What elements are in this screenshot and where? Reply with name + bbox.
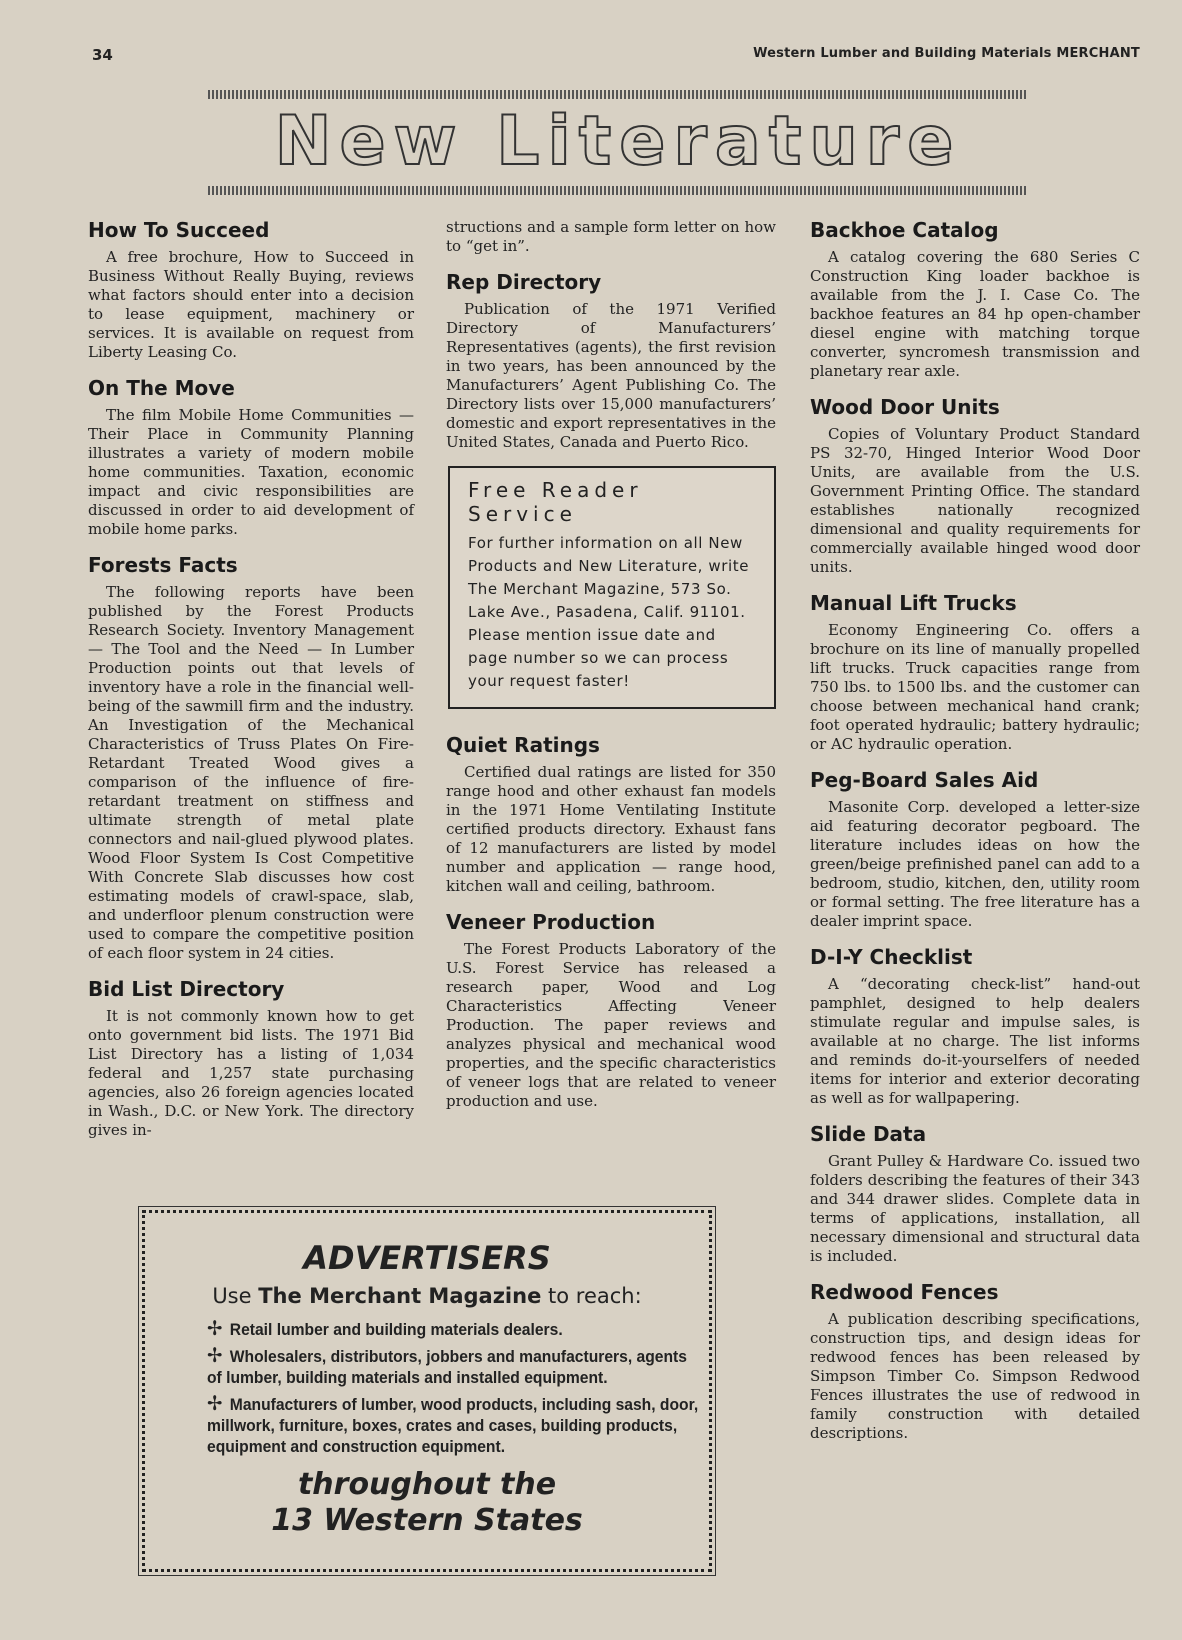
article-body: Copies of Voluntary Product Standard PS 32-70, Hinged Interior Wood Door Units, are available from the U.S. Government Printing Office. The standard establishes nationally recognized dimensional and quality requirements for commercially available hinged wood door units. [810, 425, 1140, 576]
list-item-text: Retail lumber and building materials dealers. [229, 1320, 563, 1339]
section-banner: New Literature [274, 102, 962, 181]
article-body: Economy Engineering Co. offers a brochure on its line of manually propelled lift trucks. Truck capacities range from 750 lbs. to 1500 lbs. and the customer can choose between mechanical hand crank; foot operated hydraulic; battery hydraulic; or AC hydraulic operation. [810, 621, 1140, 753]
article-title: Redwood Fences [810, 1280, 999, 1304]
article-title: Veneer Production [446, 910, 656, 934]
article-title: Forests Facts [88, 553, 238, 577]
star-icon: ✢ [207, 1345, 223, 1367]
page-number: 34 [92, 46, 113, 64]
article-title: Wood Door Units [810, 395, 1000, 419]
article-forests-facts [88, 553, 414, 963]
article-body: structions and a sample form letter on how to “get in”. [446, 218, 776, 255]
advertisers-subtitle [145, 1281, 709, 1311]
magazine-name: The Merchant Magazine [258, 1284, 542, 1308]
advertisers-footer [145, 1467, 709, 1539]
advertisers-list [207, 1318, 699, 1457]
footer-line-1: throughout the [297, 1467, 557, 1502]
article-redwood-fences [810, 1280, 1140, 1443]
advertisers-title: ADVERTISERS [303, 1239, 551, 1277]
banner-rule-top [208, 90, 1028, 99]
article-manual-lift-trucks [810, 591, 1140, 754]
list-item [207, 1346, 704, 1388]
article-body: Grant Pulley & Hardware Co. issued two folders describing the features of their 343 and 344 drawer slides. Complete data in terms of applications, installation, all necessary dimensional and structural data is included. [810, 1152, 1140, 1265]
article-body: A “decorating check-list” hand-out pamphlet, designed to help dealers stimulate regular and impulse sales, is available at no charge. The list informs and reminds do-it-yourselfers of needed items for interior and exterior decorating as well as for wallpapering. [810, 975, 1140, 1107]
use-text: Use [212, 1284, 252, 1308]
article-body: A catalog covering the 680 Series C Construction King loader backhoe is available from the J. I. Case Co. The backhoe features an 84 hp open-chamber diesel engine with matching torque converter, syncromesh transmission and planetary rear axle. [810, 248, 1140, 380]
article-title: Peg-Board Sales Aid [810, 768, 1039, 792]
column-2 [446, 218, 776, 1125]
article-on-the-move [88, 376, 414, 539]
article-title: How To Succeed [88, 218, 270, 242]
column-3 [810, 218, 1140, 1457]
article-body: Certified dual ratings are listed for 350 range hood and other exhaust fan models in the 1971 Home Ventilating Institute certified products directory. Exhaust fans of 12 manufacturers are listed by model number and application — range hood, kitchen wall and ceiling, bathroom. [446, 763, 776, 895]
article-body: The film Mobile Home Communities —Their Place in Community Planning illustrates a variety of modern mobile home communities. Taxation, economic impact and civic responsibilities are discussed in order to aid development of mobile home parks. [88, 406, 414, 538]
list-item-text: Manufacturers of lumber, wood products, including sash, door, millwork, furniture, boxes, crates and cases, building products, equipment and construction equipment. [207, 1395, 699, 1456]
article-title: D-I-Y Checklist [810, 945, 973, 969]
article-diy-checklist [810, 945, 1140, 1108]
reader-service-box [448, 466, 776, 709]
to-reach-text: to reach: [548, 1284, 642, 1308]
article-body: A free brochure, How to Succeed in Business Without Really Buying, reviews what factors should enter into a decision to lease equipment, machinery or services. It is available on request from Liberty Leasing Co. [88, 248, 414, 361]
footer-line-2: 13 Western States [271, 1503, 583, 1538]
article-title: Slide Data [810, 1122, 927, 1146]
article-how-to-succeed [88, 218, 414, 362]
article-title: Bid List Directory [88, 977, 285, 1001]
article-continuation [446, 218, 776, 256]
article-veneer-production [446, 910, 776, 1111]
star-icon: ✢ [207, 1318, 223, 1340]
article-bid-list-directory [88, 977, 414, 1140]
article-body: The following reports have been published by the Forest Products Research Society. Inventory Management — The Tool and the Need — In Lumber Production points out that levels of inventory have a role in the financial well-being of the sawmill firm and the industry. An Investigation of the Mechanical Characteristics of Truss Plates On Fire-Retardant Treated Wood gives a comparison of the influence of fire-retardant treatment on stiffness and ultimate strength of metal plate connectors and nail-glued plywood plates. Wood Floor System Is Cost Competitive With Concrete Slab discusses how cost estimating models of crawl-space, slab, and underfloor plenum construction were used to compare the competitive position of each floor system in 24 cities. [88, 583, 414, 962]
advertisers-box [142, 1210, 712, 1572]
article-slide-data [810, 1122, 1140, 1266]
article-title: Backhoe Catalog [810, 218, 999, 242]
article-body: It is not commonly known how to get onto government bid lists. The 1971 Bid List Directory has a listing of 1,034 federal and 1,257 state purchasing agencies, also 26 foreign agencies located in Wash., D.C. or New York. The directory gives in- [88, 1007, 414, 1139]
banner-rule-bottom [208, 186, 1028, 195]
article-title: On The Move [88, 376, 235, 400]
article-title: Manual Lift Trucks [810, 591, 1017, 615]
list-item-text: Wholesalers, distributors, jobbers and manufacturers, agents of lumber, building materials and installed equipment. [207, 1347, 687, 1387]
article-body: A publication describing specifications, construction tips, and design ideas for redwood fences has been released by Simpson Timber Co. Simpson Redwood Fences illustrates the use of redwood in family construction with detailed descriptions. [810, 1310, 1140, 1442]
publication-title: Western Lumber and Building Materials MERCHANT [753, 46, 1140, 61]
article-wood-door-units [810, 395, 1140, 577]
article-title: Rep Directory [446, 270, 602, 294]
list-item [207, 1319, 704, 1340]
column-1 [88, 218, 414, 1154]
star-icon: ✢ [207, 1393, 223, 1415]
article-title: Quiet Ratings [446, 733, 600, 757]
article-rep-directory [446, 270, 776, 452]
list-item [207, 1394, 704, 1457]
article-peg-board-sales-aid [810, 768, 1140, 931]
article-quiet-ratings [446, 733, 776, 896]
article-body: The Forest Products Laboratory of the U.S. Forest Service has released a research paper, Wood and Log Characteristics Affecting Veneer Production. The paper reviews and analyzes physical and mechanical wood properties, and the specific characteristics of veneer logs that are related to veneer production and use. [446, 940, 776, 1110]
reader-service-body: For further information on all New Products and New Literature, write The Merchant Magazine, 573 So. Lake Ave., Pasadena, Calif. 91101. Please mention issue date and page number so we can process your request faster! [468, 534, 750, 690]
article-body: Masonite Corp. developed a letter-size aid featuring decorator pegboard. The literature includes ideas on how the green/beige prefinished panel can add to a bedroom, studio, kitchen, den, utility room or formal setting. The free literature has a dealer imprint space. [810, 798, 1140, 930]
article-body: Publication of the 1971 Verified Directory of Manufacturers’ Representatives (agents), the first revision in two years, has been announced by the Manufacturers’ Agent Publishing Co. The Directory lists over 15,000 manufacturers’ domestic and export representatives in the United States, Canada and Puerto Rico. [446, 300, 776, 451]
reader-service-title: Free Reader Service [468, 478, 643, 526]
article-backhoe-catalog [810, 218, 1140, 381]
